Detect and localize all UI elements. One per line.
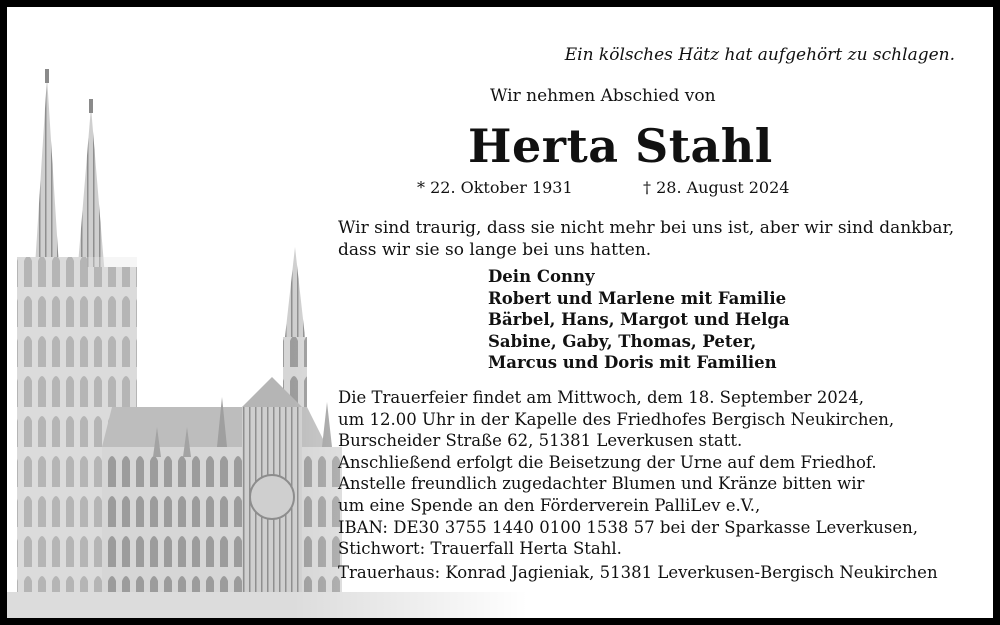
service-info	[338, 387, 918, 560]
lead-line: dass wir sie so lange bei uns hatten.	[338, 240, 652, 260]
birth-date: * 22. Oktober 1931	[417, 178, 573, 197]
lead-line: Wir sind traurig, dass sie nicht mehr bei uns ist, aber wir sind dankbar,	[338, 218, 955, 238]
service-line: Anstelle freundlich zugedachter Blumen und Kränze bitten wir	[338, 474, 865, 494]
lead-text	[338, 217, 978, 261]
family-line: Bärbel, Hans, Margot und Helga	[488, 310, 790, 329]
family-list	[488, 266, 790, 374]
intro-line: Wir nehmen Abschied von	[490, 86, 716, 106]
death-date: † 28. August 2024	[643, 178, 790, 197]
funeral-home: Trauerhaus: Konrad Jagieniak, 51381 Leverkusen-Bergisch Neukirchen	[338, 563, 938, 582]
service-line: Burscheider Straße 62, 51381 Leverkusen statt.	[338, 431, 743, 451]
obituary-card	[7, 7, 993, 618]
service-line: IBAN: DE30 3755 1440 0100 1538 57 bei der Sparkasse Leverkusen,	[338, 517, 919, 537]
family-line: Sabine, Gaby, Thomas, Peter,	[488, 331, 757, 351]
family-line: Robert und Marlene mit Familie	[488, 288, 787, 308]
family-line: Marcus und Doris mit Familien	[488, 353, 777, 372]
service-line: um eine Spende an den Förderverein PalliLev e.V.,	[338, 495, 761, 515]
service-line: Die Trauerfeier findet am Mittwoch, dem 18. September 2024,	[338, 388, 865, 407]
motto: Ein kölsches Hätz hat aufgehört zu schlagen.	[564, 45, 955, 65]
deceased-name: Herta Stahl	[468, 119, 773, 173]
family-line: Dein Conny	[488, 267, 595, 286]
service-line: Anschließend erfolgt die Beisetzung der Urne auf dem Friedhof.	[338, 452, 877, 472]
service-line: Stichwort: Trauerfall Herta Stahl.	[338, 539, 622, 559]
service-line: um 12.00 Uhr in der Kapelle des Friedhofes Bergisch Neukirchen,	[338, 409, 895, 429]
